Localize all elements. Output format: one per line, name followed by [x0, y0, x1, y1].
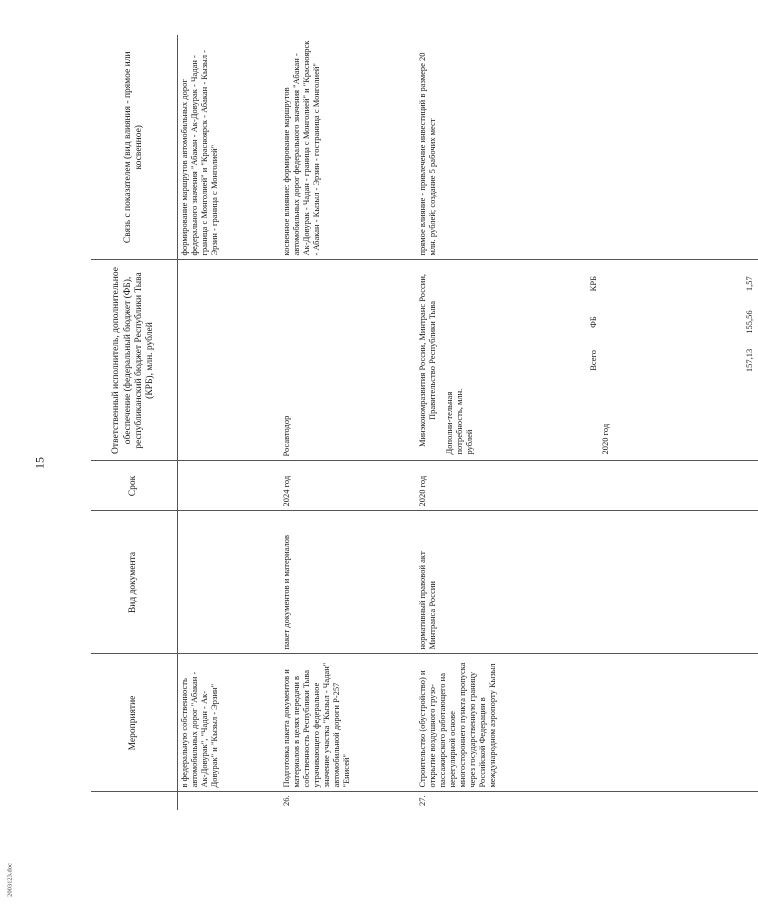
row-document-type	[178, 511, 281, 654]
row-indicator: косвенное влияние: формирование маршрутов автомобильных дорог федерального значения "Абакан - Ак-Довурак - Чадан - граница с Монголией" и "Красноярск - Абакан - Кызыл - Эрзин - гостраница с Монголией"	[281, 40, 321, 256]
header-event: Мероприятие	[91, 654, 178, 792]
finance-fb: 155,56	[743, 310, 754, 334]
row-executor	[178, 260, 281, 461]
row-event: Строительство (обустройство) и открытие воздушного грузо-пассажирского работающего на нерегулярной основе многостороннего пункта пропуска через государственную границу Российской Федерации в международном аэропорту Кызыл	[416, 654, 758, 792]
header-executor: Ответственный исполнитель, дополнительное обеспечение (федеральный бюджет (ФБ), республиканский бюджет Республики Тыва (КРБ), млн. рублей	[91, 260, 178, 461]
row-number: 26.	[280, 792, 416, 810]
row-executor: Минэкономразвития России, Минтранс России, Правительство Республики Тыва	[417, 273, 437, 448]
finance-col-krb: КРБ	[587, 276, 598, 292]
finance-total: 157,13	[743, 348, 754, 373]
finance-year: 2020 год	[599, 423, 610, 455]
finance-table	[444, 265, 756, 457]
events-table	[91, 35, 758, 810]
finance-col-total: Всего	[587, 349, 598, 371]
header-document-type: Вид документа	[91, 511, 178, 654]
rotated-table-area	[91, 35, 754, 810]
row-executor: Росавтодор	[280, 260, 416, 461]
row-executor-cell	[416, 260, 758, 461]
finance-header-row	[444, 265, 600, 457]
row-term	[178, 461, 281, 511]
row-number	[178, 792, 281, 810]
table-header-row	[91, 35, 178, 810]
finance-col-fb: ФБ	[587, 316, 598, 328]
row-event: Подготовка пакета документов и материалов в целях передачи в собственность Республики Тыва утрачивающего федеральное значение участка "Кызыл - Чадан" автомобильной дороги Р-257 "Енисей"	[280, 654, 416, 792]
document-file-id: 2003123.doc	[6, 863, 14, 897]
row-number: 27.	[416, 792, 758, 810]
row-indicator: формирование маршрутов автомобильных дорог федерального значения "Абакан - Ак-Довурак - Чадан - граница с Монголией" и "Красноярск - Абакан - Кызыл - Эрзин - граница с Монголией"	[179, 50, 219, 256]
page-number: 15	[32, 457, 47, 469]
finance-label: Дополни-тельная потребность, млн. рублей	[443, 388, 474, 455]
row-term: 2024 год	[280, 461, 416, 511]
header-term: Срок	[91, 461, 178, 511]
row-document-type: пакет документов и материалов	[280, 511, 416, 654]
row-event: в федеральную собственность автомобильных дорог "Абакан - Ак-Довурак", "Чадан - Ак-Довурак" и "Кызыл - Эрзин"	[178, 654, 281, 792]
row-indicator: прямое влияние - привлечение инвестиций в размере 20 млн. рублей; создание 5 рабочих мест	[417, 52, 437, 256]
row-document-type: нормативный правовой акт Минтранса России	[416, 511, 758, 654]
row-term: 2020 год	[416, 461, 758, 511]
table-row	[178, 35, 281, 810]
finance-krb: 1,57	[743, 276, 754, 292]
finance-value-row	[600, 265, 756, 457]
header-number	[91, 792, 178, 810]
header-indicator: Связь с показателем (вид влияния - прямое или косвенное)	[91, 35, 178, 260]
table-row	[416, 35, 758, 810]
table-row	[280, 35, 416, 810]
